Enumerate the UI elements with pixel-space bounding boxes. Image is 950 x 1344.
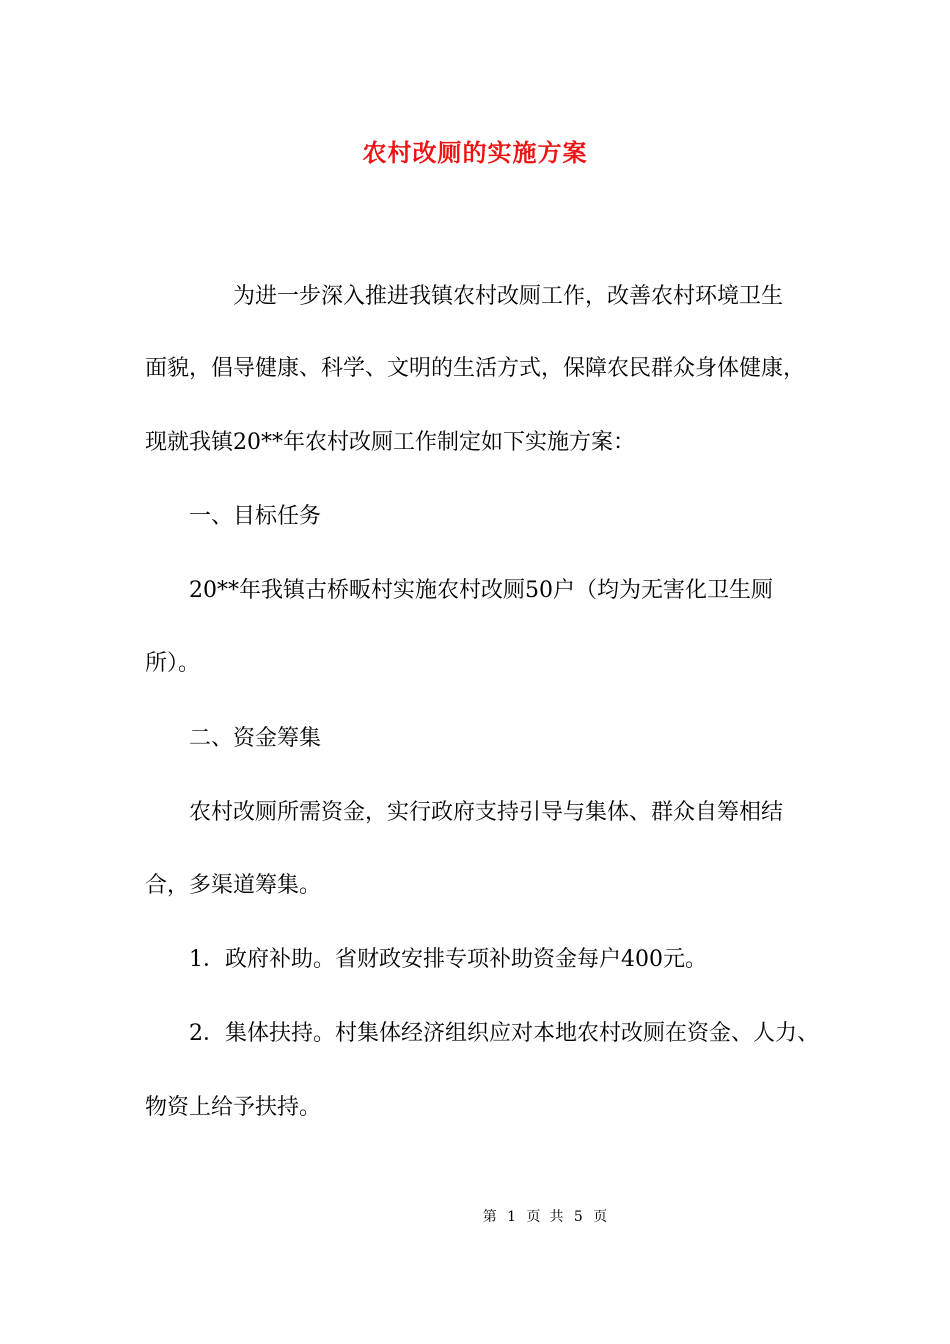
footer-prefix: 第: [482, 1209, 497, 1225]
section-heading: 二、资金筹集: [189, 726, 322, 751]
paragraph-line: 合，多渠道筹集。: [145, 873, 322, 898]
paragraph-line: 20**年我镇古桥畈村实施农村改厕50户（均为无害化卫生厕: [189, 578, 773, 603]
paragraph-line: 为进一步深入推进我镇农村改厕工作，改善农村环境卫生: [233, 284, 784, 309]
footer-page-number: 1: [507, 1209, 517, 1225]
paragraph-line: 面貌，倡导健康、科学、文明的生活方式，保障农民群众身体健康，: [145, 356, 806, 381]
paragraph-line: 现就我镇20**年农村改厕工作制定如下实施方案：: [145, 430, 635, 455]
list-item: 2．集体扶持。村集体经济组织应对本地农村改厕在资金、人力、: [189, 1021, 819, 1046]
paragraph-line: 所）。: [145, 651, 201, 676]
paragraph-line: 农村改厕所需资金，实行政府支持引导与集体、群众自筹相结: [189, 800, 784, 825]
page-footer: [0, 1207, 950, 1227]
paragraph-line: 物资上给予扶持。: [145, 1095, 322, 1120]
footer-suffix: 页: [593, 1209, 608, 1225]
list-item: 1．政府补助。省财政安排专项补助资金每户400元。: [189, 947, 707, 972]
document-title: 农村改厕的实施方案: [362, 138, 588, 167]
footer-total-pages: 5: [573, 1209, 583, 1225]
section-heading: 一、目标任务: [189, 504, 322, 529]
footer-middle: 页 共: [526, 1209, 564, 1225]
